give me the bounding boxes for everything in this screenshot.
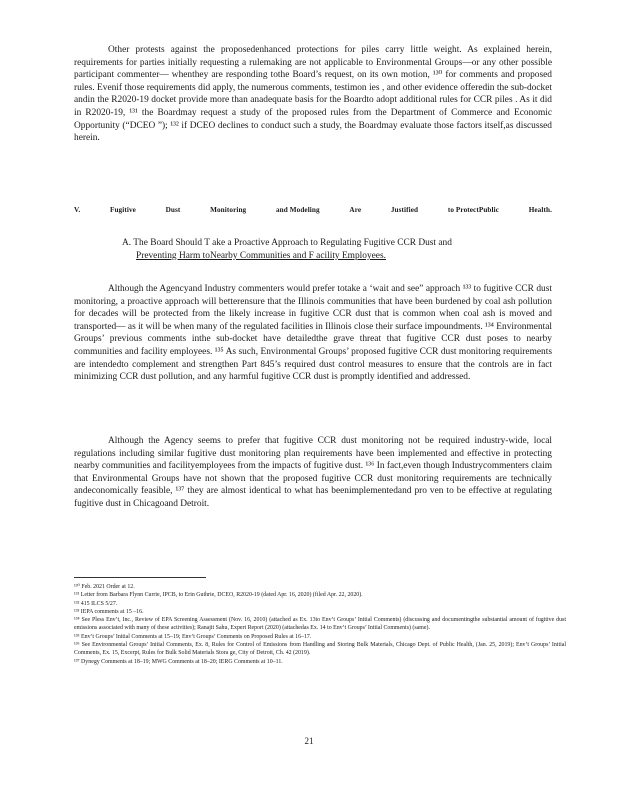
footnotes [74, 583, 566, 666]
paragraph-local-regulations: Although the Agency seems to prefer that fugitive CCR dust monitoring not be required industry-wide, local regulations including similar fugitive dust monitoring plan requirements have been implemented and effective in protecting nearby communities and facilityemployees from the impacts of fugitive dust. ¹³⁶ In fact,even though Industrycommenters claim that Environmental Groups have not shown that the proposed fugitive CCR dust monitoring requirements are technically andeconomically feasible, ¹³⁷ they are almost identical to what has beenimplementedand pro ven to be effective at regulating fugitive dust in Chicagoand Detroit. [74, 436, 552, 509]
footnote: ¹³⁷ Dynegy Comments at 18–19; MWG Comments at 18–20; IERG Comments at 10–11. [74, 658, 283, 665]
paragraph-proactive-approach: Although the Agencyand Industry commenters would prefer totake a ‘wait and see” approach ¹³³ to fugitive CCR dust monitoring, a proactive approach will betterensure that the Illinois communities that have been burdened by coal ash pollution for decades will be protected from the likely increase in fugitive CCR dust that is common when coal ash is moved and transported— as it will be when many of the regulated facilities in Illinois close their surface impoundments. ¹³⁴ Environmental Groups’ previous comments inthe sub-docket have detailedthe grave threat that fugitive CCR dust poses to nearby communities and facility employees. ¹³⁵ As such, Environmental Groups’ proposed fugitive CCR dust monitoring requirements are intendedto complement and strengthen Part 845’s required dust control measures to ensure that the controls are in fact minimizing CCR dust pollution, and any harmful fugitive CCR dust is promptly identified and addressed. [74, 284, 552, 383]
heading-word: Dust [165, 206, 181, 214]
footnote: ¹³² 415 ILCS 5/27. [74, 600, 118, 607]
footnote: ¹³³ IEPA comments at 15 –16. [74, 608, 144, 615]
footnote: ¹³⁰ Feb. 2021 Order at 12. [74, 584, 135, 590]
heading-word: Fugitive [109, 206, 136, 214]
subheading-line-2: Preventing Harm toNearby Communities and F acility Employees. [136, 250, 386, 261]
paragraph-other-protests: Other protests against the proposedenhanced protections for piles carry little weight. As explained herein, requirements for parties initially requesting a rulemaking are not applicable to Environmental Groups—or any other possible participant commenter— whenthey are responding tothe Board’s request, on its own motion, ¹³⁰ for comments and proposed rules. Evenif those requirements did apply, the numerous comments, testimon ies , and other evidence offeredin the sub-docket andin the R2020-19 docket provide more than anadequate basis for the Boardto adopt additional rules for CCR piles . As it did in R2020-19, ¹³¹ the Boardmay request a study of the proposed rules from the Department of Commerce and Economic Opportunity (“DCEO ”); ¹³² if DCEO declines to conduct such a study, the Boardmay evaluate those factors itself,as discussed herein. [74, 45, 552, 144]
heading-word: Health. [528, 206, 552, 214]
footnote: ¹³⁵ Env’t Groups’ Initial Comments at 15–19; Env’t Groups’ Comments on Proposed Rules at 16–17. [74, 633, 312, 640]
footnote: ¹³¹ Letter from Barbara Flynn Currie, IPCB, to Erin Guthrie, DCEO, R2020-19 (dated Apr. 16, 2020) (filed Apr. 22, 2020). [74, 592, 363, 599]
subheading-a [122, 237, 542, 262]
page-number: 21 [304, 736, 314, 746]
heading-word: and Modeling [275, 206, 320, 214]
heading-word: to ProtectPublic [447, 206, 499, 214]
heading-word: Monitoring [210, 206, 247, 214]
section-number: V. [74, 206, 81, 214]
heading-word: Are [349, 206, 362, 214]
footnote: ¹³⁶ See Environmental Groups’ Initial Comments, Ex. 8, Rules for Control of Emissions from Handling and Storing Bulk Materials, Chicago Dept. of Public Health, (Jan. 25, 2019); Env’t Groups’ Initial Comments, Ex. 15, Excerpt, Rules for Bulk Solid Materials Stora ge, City of Detroit, Ch. 42 (2019). [74, 642, 566, 657]
section-heading-v [74, 206, 552, 214]
subheading-line-1: A. The Board Should T ake a Proactive Approach to Regulating Fugitive CCR Dust and [122, 238, 452, 248]
footnote-divider [74, 577, 206, 578]
footnote: ¹³⁴ See Pless Env’t, Inc., Review of EPA Screening Assessment (Nov. 16, 2010) (attached as Ex. 13to Env’t Groups’ Initial Comments) (discussing and documentingthe substantial amount of fugitive dust emissions associated with many of these activities); Ranajit Sahu, Expert Report (2020) (attachedas Ex. 14 to Env’t Groups’ Initial Comments) (same). [74, 617, 566, 632]
heading-word: Justified [390, 206, 419, 214]
